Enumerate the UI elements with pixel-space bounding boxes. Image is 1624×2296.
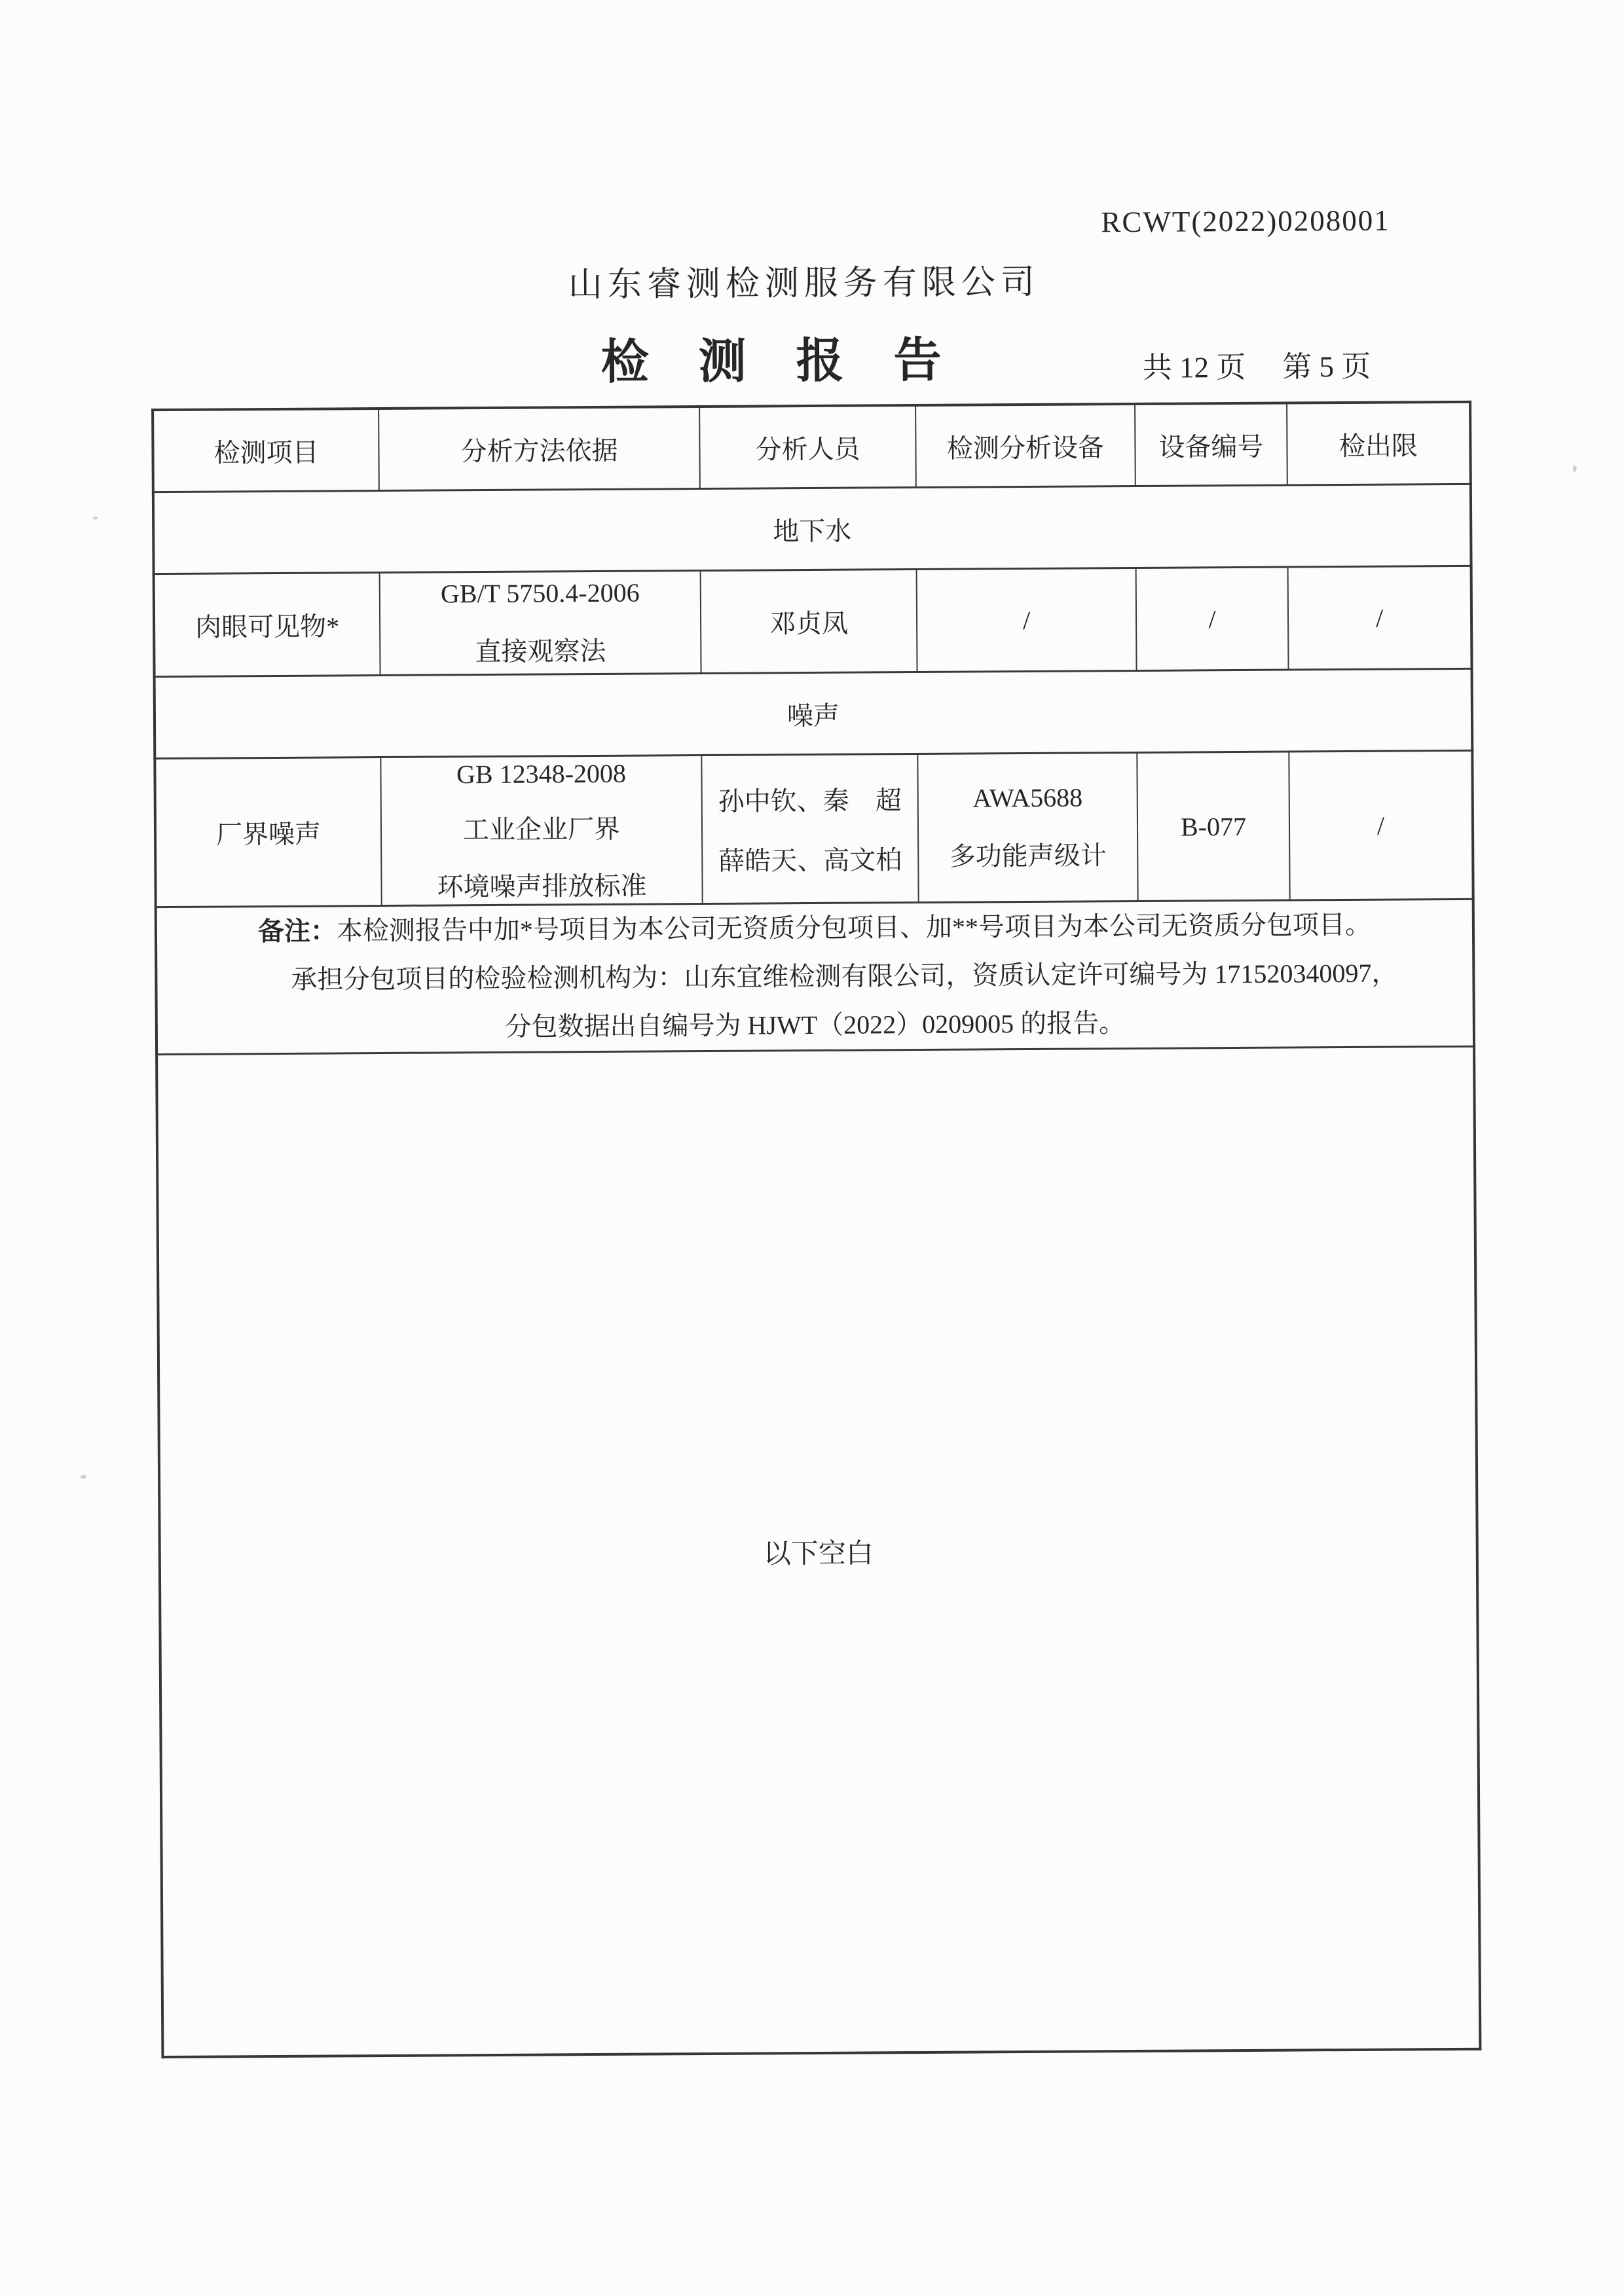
method-line: GB 12348-2008 — [456, 758, 627, 789]
analyst-line: 孙中钦、秦 超 — [718, 786, 902, 816]
col-header-method-basis: 分析方法依据 — [378, 407, 700, 490]
cell-equipment: / — [917, 568, 1137, 672]
method-line: 直接观察法 — [475, 636, 606, 667]
blank-cell — [157, 1046, 1480, 2057]
col-header-equipment: 检测分析设备 — [915, 404, 1135, 488]
report-number: RCWT(2022)0208001 — [1101, 204, 1390, 239]
method-lines — [380, 577, 701, 669]
col-header-analyst: 分析人员 — [699, 405, 916, 489]
method-line: 工业企业厂界 — [462, 814, 621, 845]
analyst-line: 薛皓天、高文柏 — [718, 845, 902, 876]
method-line: GB/T 5750.4-2006 — [440, 577, 640, 609]
page-total: 共 12 页 — [1142, 350, 1246, 384]
report-title: 检测报告 — [600, 333, 991, 389]
scan-speck — [93, 517, 98, 520]
company-name: 山东睿测检测服务有限公司 — [568, 263, 1041, 304]
table-header-row — [153, 402, 1471, 492]
cell-method-basis — [380, 571, 701, 676]
cell-equipment-no: / — [1136, 567, 1289, 670]
blank-row — [157, 1046, 1480, 2057]
table-row-boundary-noise — [155, 750, 1473, 907]
cell-analyst: 邓贞凤 — [701, 570, 917, 674]
notes-cell — [156, 899, 1474, 1054]
cell-method-basis — [380, 756, 702, 906]
notes-row — [156, 899, 1474, 1054]
cell-detection-limit: / — [1288, 566, 1472, 670]
method-line: 环境噪声排放标准 — [437, 871, 647, 902]
scan-speck — [81, 1475, 86, 1479]
section-label-noise: 噪声 — [155, 668, 1473, 758]
equipment-lines — [919, 782, 1137, 873]
cell-analyst — [701, 754, 918, 904]
section-row-groundwater — [153, 484, 1471, 574]
cell-test-item: 厂界噪声 — [155, 757, 381, 907]
col-header-detection-limit: 检出限 — [1287, 402, 1471, 485]
equipment-line: 多功能声级计 — [949, 841, 1107, 871]
cell-equipment — [917, 752, 1137, 902]
cell-equipment-no: B-077 — [1137, 752, 1289, 901]
blank-note: 以下空白 — [763, 1539, 874, 1570]
section-row-noise — [155, 668, 1473, 758]
col-header-equipment-no: 设备编号 — [1135, 403, 1287, 486]
notes-text-1: 本检测报告中加*号项目为本公司无资质分包项目、加**号项目为本公司无资质分包项目。 — [336, 909, 1372, 946]
report-table — [151, 401, 1481, 2058]
section-label-groundwater: 地下水 — [153, 484, 1471, 574]
notes-line-2: 承担分包项目的检验检测机构为：山东宜维检测有限公司，资质认定许可编号为 171520340097， — [291, 958, 1398, 994]
notes-line-3: 分包数据出自编号为 HJWT（2022）0209005 的报告。 — [505, 1008, 1126, 1042]
page-current: 第 5 页 — [1282, 350, 1371, 384]
analyst-lines — [703, 780, 918, 878]
equipment-line: AWA5688 — [972, 782, 1083, 813]
page-info — [1143, 342, 1371, 386]
cell-detection-limit: / — [1289, 750, 1473, 900]
notes-label: 备注： — [257, 916, 337, 947]
method-lines — [381, 757, 701, 904]
cell-test-item: 肉眼可见物* — [154, 573, 380, 677]
scan-speck — [1573, 465, 1577, 472]
notes-line-1 — [157, 900, 1472, 957]
col-header-test-item: 检测项目 — [153, 409, 379, 492]
table-row-visible-matter — [154, 566, 1472, 676]
